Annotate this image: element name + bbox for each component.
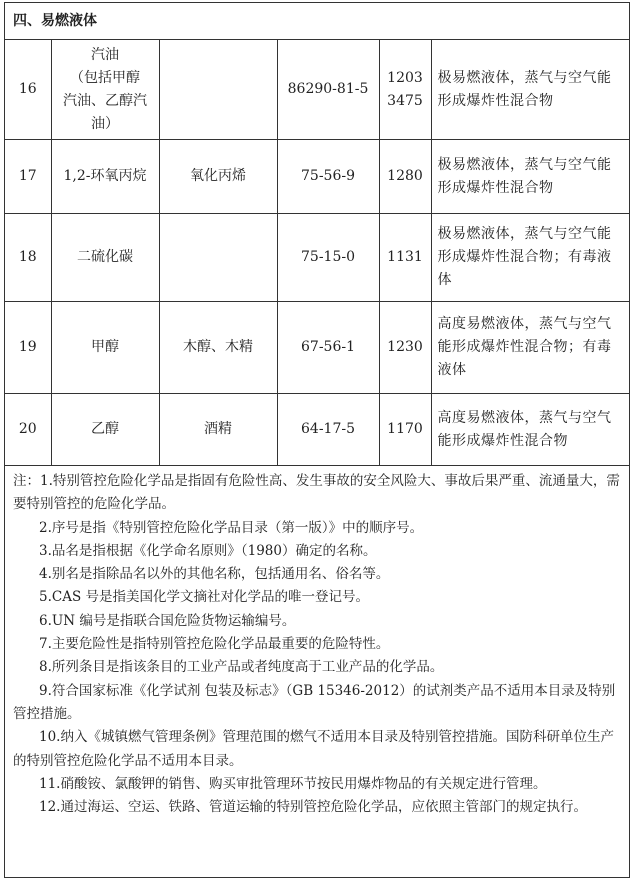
un-number: 1280: [379, 140, 431, 214]
main-hazard: 高度易燃液体，蒸气与空气能形成爆炸性混合物；有毒液体: [431, 302, 629, 394]
note-10: 10.纳入《城镇燃气管理条例》管理范围的燃气不适用本目录及特别管控措施。国防科研单位生产的特别管控危险化学品不适用本目录。: [13, 729, 614, 769]
alias-name: [159, 214, 277, 302]
hazardous-chemicals-table-sheet: [4, 2, 630, 878]
row-number: 20: [5, 394, 51, 466]
row-number: 16: [5, 40, 51, 140]
cas-number: 86290-81-5: [277, 40, 379, 140]
section-title: 四、易燃液体: [5, 3, 629, 40]
note-12: 12.通过海运、空运、铁路、管道运输的特别管控危险化学品，应依照主管部门的规定执行。: [39, 799, 587, 816]
alias-name: 酒精: [159, 394, 277, 466]
flammable-liquids-table: [5, 3, 629, 466]
note-4: 4.别名是指除品名以外的其他名称，包括通用名、俗名等。: [39, 566, 390, 583]
un-number: 1170: [379, 394, 431, 466]
un-number: 1230: [379, 302, 431, 394]
note-11: 11.硝酸铵、氯酸钾的销售、购买审批管理环节按民用爆炸物品的有关规定进行管理。: [39, 775, 547, 792]
main-hazard: 极易燃液体，蒸气与空气能形成爆炸性混合物: [431, 40, 629, 140]
cas-number: 64-17-5: [277, 394, 379, 466]
main-hazard: 极易燃液体，蒸气与空气能形成爆炸性混合物: [431, 140, 629, 214]
product-name: 1,2-环氧丙烷: [51, 140, 159, 214]
row-number: 19: [5, 302, 51, 394]
main-hazard: 极易燃液体，蒸气与空气能形成爆炸性混合物；有毒液体: [431, 214, 629, 302]
note-7: 7.主要危险性是指特别管控危险化学品最重要的危险特性。: [39, 636, 390, 653]
un-number: 1131: [379, 214, 431, 302]
product-name: 乙醇: [51, 394, 159, 466]
cas-number: 67-56-1: [277, 302, 379, 394]
table-row: [5, 214, 629, 302]
cas-number: 75-15-0: [277, 214, 379, 302]
un-number: 1203 3475: [379, 40, 431, 140]
note-6: 6.UN 编号是指联合国危险货物运输编号。: [39, 612, 296, 629]
note-3: 3.品名是指根据《化学命名原则》（1980）确定的名称。: [39, 542, 377, 559]
note-9: 9.符合国家标准《化学试剂 包装及标志》（GB 15346-2012）的试剂类产品不适用本目录及特别管控措施。: [13, 682, 616, 722]
table-row: [5, 302, 629, 394]
notes-section: [5, 466, 629, 819]
note-1: 注：1.特别管控危险化学品是指固有危险性高、发生事故的安全风险大、事故后果严重、流通量大，需要特别管控的危险化学品。: [13, 473, 620, 513]
alias-name: [159, 40, 277, 140]
table-row: [5, 394, 629, 466]
table-row: [5, 140, 629, 214]
note-2: 2.序号是指《特别管控危险化学品目录（第一版）》中的顺序号。: [39, 519, 424, 536]
alias-name: 氧化丙烯: [159, 140, 277, 214]
note-5: 5.CAS 号是指美国化学文摘社对化学品的唯一登记号。: [39, 589, 369, 606]
product-name: 汽油 （包括甲醇 汽油、乙醇汽 油）: [51, 40, 159, 140]
product-name: 甲醇: [51, 302, 159, 394]
row-number: 17: [5, 140, 51, 214]
table-row: [5, 40, 629, 140]
main-hazard: 高度易燃液体，蒸气与空气能形成爆炸性混合物: [431, 394, 629, 466]
alias-name: 木醇、木精: [159, 302, 277, 394]
cas-number: 75-56-9: [277, 140, 379, 214]
section-header-row: [5, 3, 629, 40]
product-name: 二硫化碳: [51, 214, 159, 302]
row-number: 18: [5, 214, 51, 302]
note-8: 8.所列条目是指该条目的工业产品或者纯度高于工业产品的化学品。: [39, 659, 444, 676]
